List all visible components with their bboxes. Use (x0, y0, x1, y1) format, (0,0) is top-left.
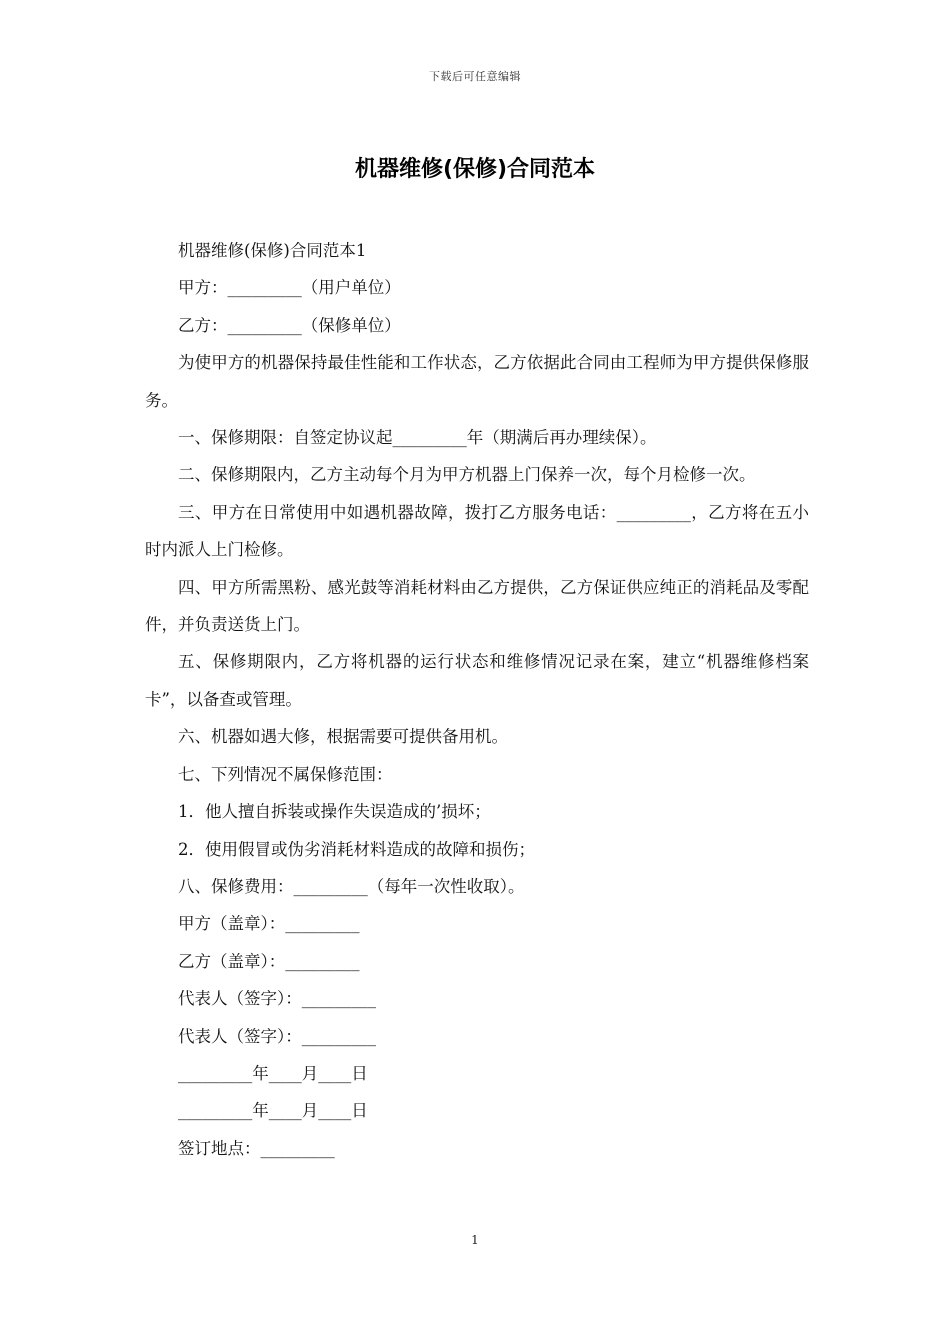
clause-8: 八、保修费用：_________（每年一次性收取）。 (178, 876, 525, 896)
exclusion-item-2: 2．使用假冒或伪劣消耗材料造成的故障和损伤； (178, 839, 535, 859)
party-a-line: 甲方：_________（用户单位） (178, 278, 401, 298)
clause-2: 二、保修期限内，乙方主动每个月为甲方机器上门保养一次，每个月检修一次。 (178, 465, 756, 485)
preamble-paragraph: 为使甲方的机器保持最佳性能和工作状态，乙方依据此合同由工程师为甲方提供保修服务。 (145, 353, 809, 410)
contract-body (145, 232, 809, 1167)
clause-4: 四、甲方所需黑粉、感光鼓等消耗材料由乙方提供，乙方保证供应纯正的消耗品及零配件，并负责送货上门。 (145, 577, 809, 635)
representative-signature-line: 代表人（签字）：_________ (178, 989, 376, 1009)
party-a-seal-line: 甲方（盖章）：_________ (178, 914, 360, 934)
date-line: _________年____月____日 (178, 1101, 368, 1121)
party-b-line: 乙方：_________（保修单位） (178, 315, 401, 335)
clause-5: 五、保修期限内，乙方将机器的运行状态和维修情况记录在案，建立“机器维修档案卡”，以备查或管理。 (145, 652, 809, 709)
page-number: 1 (471, 1233, 479, 1247)
representative-signature-line: 代表人（签字）：_________ (178, 1026, 376, 1046)
clause-7: 七、下列情况不属保修范围： (178, 764, 393, 784)
party-b-seal-line: 乙方（盖章）：_________ (178, 951, 360, 971)
clause-1: 一、保修期限：自签定协议起_________年（期满后再办理续保）。 (178, 428, 657, 448)
date-line: _________年____月____日 (178, 1063, 368, 1083)
signing-place-line: 签订地点：_________ (178, 1138, 335, 1158)
exclusion-item-1: 1．他人擅自拆装或操作失误造成的’损坏； (178, 802, 491, 822)
clause-6: 六、机器如遇大修，根据需要可提供备用机。 (178, 727, 508, 747)
contract-subtitle: 机器维修(保修)合同范本1 (178, 241, 367, 260)
header-note: 下载后可任意编辑 (429, 70, 521, 83)
clause-3: 三、甲方在日常使用中如遇机器故障，拨打乙方服务电话：_________，乙方将在五小时内派人上门检修。 (145, 502, 809, 560)
document-title: 机器维修(保修)合同范本 (354, 157, 596, 182)
